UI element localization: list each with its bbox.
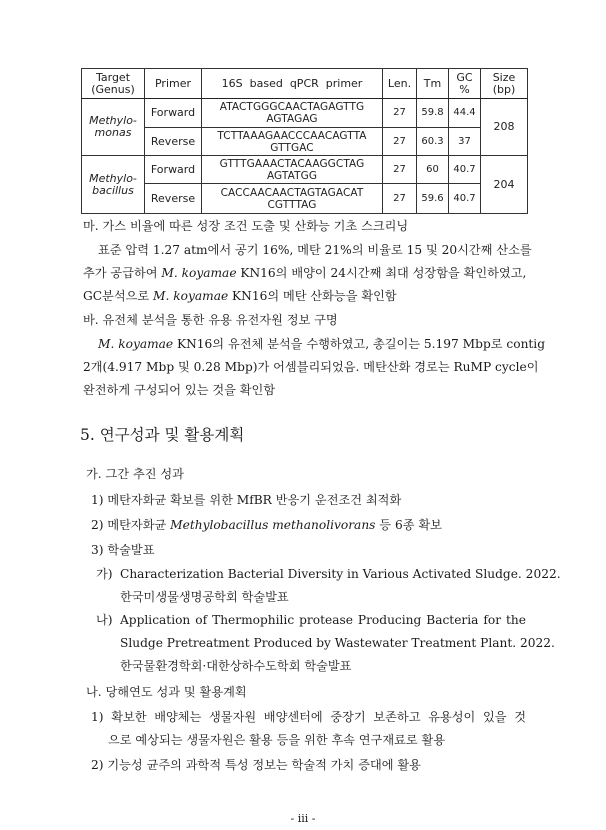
header-tm: Tm [417, 69, 449, 99]
presentation-2-label: 나) [96, 613, 113, 627]
section-5-title: 5. 연구성과 및 활용계획 [80, 426, 245, 444]
primer-cell: Forward [145, 99, 202, 128]
sequence-cell: CACCAACAACTAGTAGACAT CGTTTAG [202, 184, 383, 214]
tm-cell: 60.3 [417, 128, 449, 156]
length-cell: 27 [383, 184, 417, 214]
primer-cell: Reverse [145, 128, 202, 156]
sequence-cell: TCTTAAAGAACCCAACAGTTA GTTGAC [202, 128, 383, 156]
header-length: Len. [383, 69, 417, 99]
na-item-1-line-1: 1) 확보한 배양체는 생물자원 배양센터에 중장기 보존하고 유용성이 있을 것 [91, 710, 526, 724]
section-ma-line-2: 추가 공급하여 M. koyamae KN16의 배양이 24시간째 최대 성장함을 확인하였고, [83, 266, 527, 280]
table-row [82, 156, 528, 184]
presentation-2-line-2: Sludge Pretreatment Produced by Wastewater Treatment Plant. 2022. [120, 636, 555, 650]
section-ba-line-2: 2개(4.917 Mbp 및 0.28 Mbp)가 어셈블리되었음. 메탄산화 경로는 RuMP cycle이 [83, 360, 539, 374]
size-cell: 208 [481, 99, 528, 156]
table-row [82, 128, 528, 156]
na-item-2: 2) 기능성 균주의 과학적 특성 정보는 학술적 가치 증대에 활용 [91, 758, 421, 772]
header-sequence: 16S based qPCR primer [202, 69, 383, 99]
ga-item-3: 3) 학술발표 [91, 543, 155, 557]
header-size: Size (bp) [481, 69, 528, 99]
presentation-2-line-3: 한국물환경학회·대한상하수도학회 학술발표 [120, 659, 352, 673]
table-header-row [82, 69, 528, 99]
primer-cell: Forward [145, 156, 202, 184]
header-target: Target (Genus) [82, 69, 145, 99]
section-ba-line-1: M. koyamae KN16의 유전체 분석을 수행하였고, 총길이는 5.197 Mbp로 contig [98, 337, 546, 351]
subsection-ga-heading: 가. 그간 추진 성과 [86, 467, 184, 481]
section-ba-heading: 바. 유전체 분석을 통한 유용 유전자원 정보 구명 [83, 313, 338, 327]
section-ba-line-3: 완전하게 구성되어 있는 것을 확인함 [83, 383, 276, 397]
length-cell: 27 [383, 128, 417, 156]
header-primer: Primer [145, 69, 202, 99]
ga-item-2: 2) 메탄자화균 Methylobacillus methanolivorans 등 6종 확보 [91, 518, 442, 532]
presentation-2-line-1: Application of Thermophilic protease Producing Bacteria for the [120, 613, 526, 627]
table-row [82, 184, 528, 214]
tm-cell: 60 [417, 156, 449, 184]
section-ma-line-1: 표준 압력 1.27 atm에서 공기 16%, 메탄 21%의 비율로 15 및 20시간째 산소를 [98, 243, 532, 257]
length-cell: 27 [383, 99, 417, 128]
presentation-1-line-2: 한국미생물생명공학회 학술발표 [120, 590, 289, 604]
tm-cell: 59.6 [417, 184, 449, 214]
page-number: - iii - [290, 812, 316, 825]
na-item-1-line-2: 으로 예상되는 생물자원은 활용 등을 위한 후속 연구재료로 활용 [108, 733, 446, 747]
sequence-cell: ATACTGGGCAACTAGAGTTG AGTAGAG [202, 99, 383, 128]
section-ma-line-3: GC분석으로 M. koyamae KN16의 메탄 산화능을 확인함 [83, 289, 397, 303]
primer-table [81, 68, 528, 214]
section-ma-heading: 마. 가스 비율에 따른 성장 조건 도출 및 산화능 기초 스크리닝 [83, 219, 409, 233]
table-row [82, 99, 528, 128]
sequence-cell: GTTTGAAACTACAAGGCTAG AGTATGG [202, 156, 383, 184]
gc-cell: 40.7 [449, 184, 481, 214]
genus-cell: Methylo- monas [82, 99, 145, 156]
ga-item-1: 1) 메탄자화균 확보를 위한 MfBR 반응기 운전조건 최적화 [91, 493, 402, 507]
presentation-1-label: 가) [96, 567, 113, 581]
header-gc: GC % [449, 69, 481, 99]
presentation-1-line-1: Characterization Bacterial Diversity in Various Activated Sludge. 2022. [120, 567, 561, 581]
gc-cell: 40.7 [449, 156, 481, 184]
gc-cell: 44.4 [449, 99, 481, 128]
tm-cell: 59.8 [417, 99, 449, 128]
subsection-na-heading: 나. 당해연도 성과 및 활용계획 [86, 685, 247, 699]
length-cell: 27 [383, 156, 417, 184]
genus-cell: Methylo- bacillus [82, 156, 145, 214]
gc-cell: 37 [449, 128, 481, 156]
primer-cell: Reverse [145, 184, 202, 214]
size-cell: 204 [481, 156, 528, 214]
